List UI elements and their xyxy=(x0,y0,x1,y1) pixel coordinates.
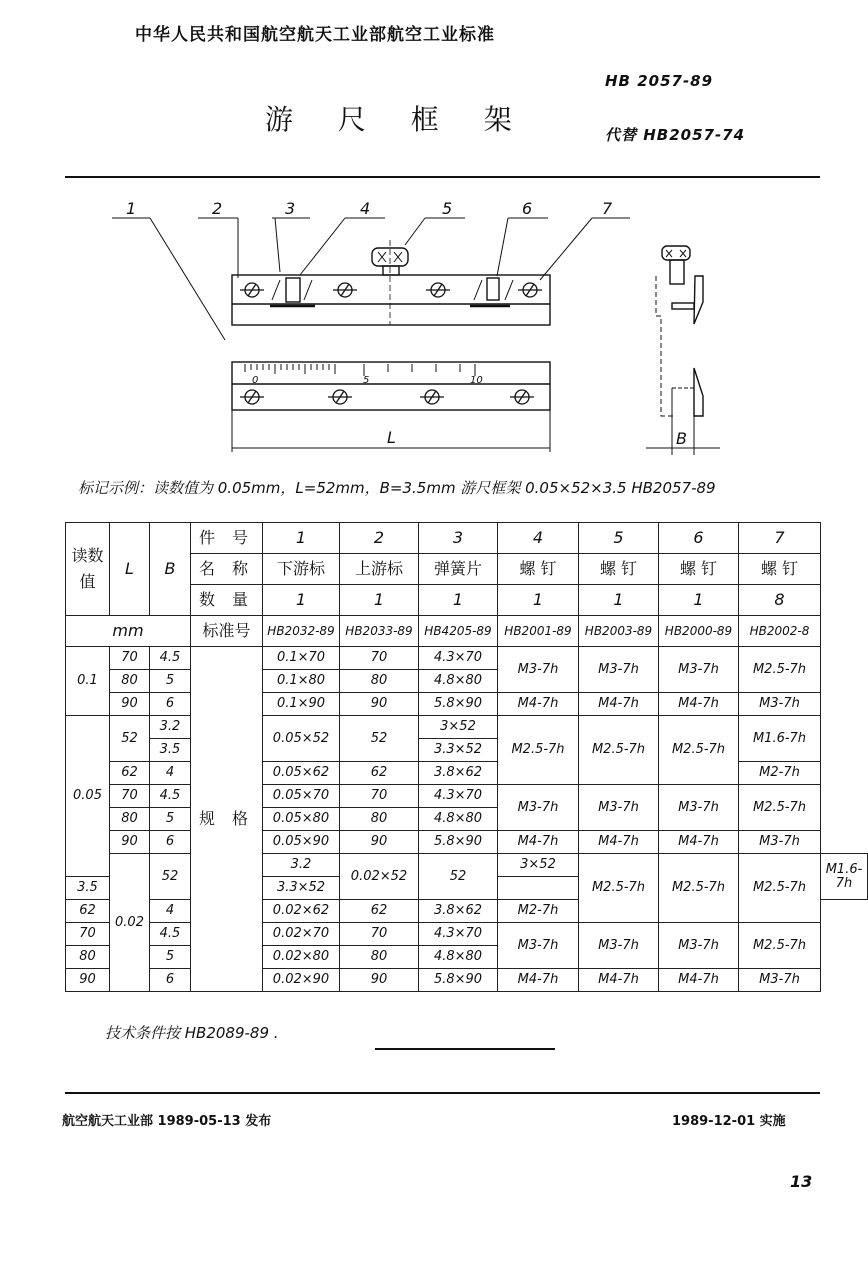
cell-p7: M2.5-7h xyxy=(739,647,821,693)
cell-p7: M3-7h xyxy=(739,969,821,992)
svg-text:2: 2 xyxy=(212,199,223,218)
cell-p2: 62 xyxy=(340,900,419,923)
cell-p1: 0.02×70 xyxy=(263,923,340,946)
svg-text:4: 4 xyxy=(360,199,371,218)
cell-p4: M4-7h xyxy=(498,969,579,992)
reading-value: 0.02 xyxy=(110,854,150,992)
cell-B: 3.2 xyxy=(263,854,340,877)
cell-p1: 0.05×70 xyxy=(263,785,340,808)
part-name-1: 下游标 xyxy=(263,554,340,585)
part-no-7: 7 xyxy=(739,523,821,554)
callouts xyxy=(112,218,630,340)
cell-p2: 90 xyxy=(340,831,419,854)
cell-L: 70 xyxy=(110,647,150,670)
cell-p3: 3×52 xyxy=(419,716,498,739)
cell-p2: 90 xyxy=(340,969,419,992)
header-rule xyxy=(65,176,820,178)
table-row xyxy=(66,923,868,946)
standard-number: HB 2057-89 xyxy=(605,72,714,90)
cell-p7: M2-7h xyxy=(739,762,821,785)
qty-5: 1 xyxy=(579,585,659,616)
cell-p4: M2.5-7h xyxy=(498,716,579,785)
std-2: HB2033-89 xyxy=(340,616,419,647)
cell-B: 4 xyxy=(150,900,191,923)
reading-value-header: 读数值 xyxy=(66,523,110,616)
part-no-4: 4 xyxy=(498,523,579,554)
cell-p3: 4.3×70 xyxy=(419,785,498,808)
cell-p2: 80 xyxy=(340,808,419,831)
part-no-6: 6 xyxy=(659,523,739,554)
cell-p1: 0.02×62 xyxy=(263,900,340,923)
cell-p3: 3.3×52 xyxy=(419,739,498,762)
cell-p5: M3-7h xyxy=(579,923,659,969)
footer-rule xyxy=(65,1092,820,1094)
cell-L: 90 xyxy=(110,693,150,716)
cell-L: 90 xyxy=(110,831,150,854)
cell-B: 3.5 xyxy=(66,877,110,900)
issuing-organization: 中华人民共和国航空航天工业部航空工业标准 xyxy=(135,25,495,45)
reading-value: 0.05 xyxy=(66,716,110,877)
issue-date: 航空航天工业部 1989-05-13 发布 xyxy=(62,1114,272,1129)
cell-p2: 80 xyxy=(340,670,419,693)
part-no-2: 2 xyxy=(340,523,419,554)
svg-text:10: 10 xyxy=(470,375,483,386)
cell-p5: M2.5-7h xyxy=(579,716,659,785)
cell-p2: 80 xyxy=(340,946,419,969)
cell-L: 80 xyxy=(66,946,110,969)
cell-p6: M3-7h xyxy=(659,923,739,969)
spec-label: 规 格 xyxy=(191,647,263,992)
cell-p1: 0.02×80 xyxy=(263,946,340,969)
cell-B: 4.5 xyxy=(150,785,191,808)
replaces-standard: 代替 HB2057-74 xyxy=(605,126,746,144)
cell-L: 62 xyxy=(110,762,150,785)
cell-p7: M1.6-7h xyxy=(739,716,821,762)
cell-p3: 5.8×90 xyxy=(419,831,498,854)
cell-p3: 4.8×80 xyxy=(419,808,498,831)
cell-p2: 70 xyxy=(340,785,419,808)
cell-p5: M3-7h xyxy=(579,647,659,693)
part-no-5: 5 xyxy=(579,523,659,554)
table-row xyxy=(66,693,868,716)
svg-text:B: B xyxy=(676,429,687,448)
length-header: L xyxy=(110,523,150,616)
header-row-part-no xyxy=(66,523,868,554)
header-row-standard xyxy=(66,616,868,647)
std-5: HB2003-89 xyxy=(579,616,659,647)
std-3: HB4205-89 xyxy=(419,616,498,647)
cell-p1: 0.1×80 xyxy=(263,670,340,693)
std-label: 标准号 xyxy=(191,616,263,647)
cell-p3: 4.3×70 xyxy=(419,923,498,946)
cell-p4: M3-7h xyxy=(498,923,579,969)
vernier-frame-drawing xyxy=(90,195,790,460)
cell-L: 80 xyxy=(110,670,150,693)
cell-B: 6 xyxy=(150,969,191,992)
document-title: 游 尺 框 架 xyxy=(265,103,530,136)
part-no-label: 件 号 xyxy=(191,523,263,554)
cell-L: 62 xyxy=(66,900,110,923)
cell-p7: M3-7h xyxy=(739,693,821,716)
cell-B: 4.5 xyxy=(150,923,191,946)
svg-text:5: 5 xyxy=(363,375,370,386)
cell-L: 80 xyxy=(110,808,150,831)
cell-p1: 0.05×52 xyxy=(263,716,340,762)
cell-p3: 5.8×90 xyxy=(419,969,498,992)
std-1: HB2032-89 xyxy=(263,616,340,647)
part-name-7: 螺 钉 xyxy=(739,554,821,585)
qty-3: 1 xyxy=(419,585,498,616)
implementation-date: 1989-12-01 实施 xyxy=(672,1114,786,1129)
svg-text:7: 7 xyxy=(602,199,613,218)
cell-p5: M4-7h xyxy=(579,969,659,992)
cell-p3: 3.8×62 xyxy=(419,900,498,923)
cell-p4: M2.5-7h xyxy=(579,854,659,923)
cell-p4: M4-7h xyxy=(498,693,579,716)
specification-table xyxy=(65,522,868,992)
part-name-4: 螺 钉 xyxy=(498,554,579,585)
part-name-5: 螺 钉 xyxy=(579,554,659,585)
cell-B: 5 xyxy=(150,670,191,693)
cell-B: 4.5 xyxy=(150,647,191,670)
cell-p7: M3-7h xyxy=(739,831,821,854)
svg-text:6: 6 xyxy=(522,199,533,218)
cell-p2: 70 xyxy=(340,647,419,670)
cell-p7: M2.5-7h xyxy=(739,923,821,969)
cell-p1: 0.05×80 xyxy=(263,808,340,831)
cell-p6: M4-7h xyxy=(659,831,739,854)
table-row xyxy=(66,831,868,854)
qty-6: 1 xyxy=(659,585,739,616)
cell-B: 3.2 xyxy=(150,716,191,739)
cell-p3: 3.8×62 xyxy=(419,762,498,785)
cell-L: 70 xyxy=(110,785,150,808)
cell-p3: 3.3×52 xyxy=(263,877,340,900)
page-number: 13 xyxy=(790,1172,813,1191)
cell-p5: M3-7h xyxy=(579,785,659,831)
cell-p3: 4.8×80 xyxy=(419,946,498,969)
cell-p6: M2.5-7h xyxy=(739,854,821,923)
table-row xyxy=(66,854,868,877)
cell-B: 5 xyxy=(150,946,191,969)
qty-7: 8 xyxy=(739,585,821,616)
cell-p1: 0.1×90 xyxy=(263,693,340,716)
table-row xyxy=(66,716,868,739)
svg-text:0: 0 xyxy=(252,375,259,386)
cell-p5: M4-7h xyxy=(579,693,659,716)
cell-p2: 52 xyxy=(419,854,498,900)
qty-label: 数 量 xyxy=(191,585,263,616)
qty-2: 1 xyxy=(340,585,419,616)
cell-p2: 62 xyxy=(340,762,419,785)
qty-4: 1 xyxy=(498,585,579,616)
svg-text:5: 5 xyxy=(442,199,453,218)
cell-p3: 5.8×90 xyxy=(419,693,498,716)
cell-p7: M2-7h xyxy=(498,900,579,923)
marking-example: 标记示例：读数值为 0.05mm，L=52mm，B=3.5mm 游尺框架 0.05×52×3.5 HB2057-89 xyxy=(78,479,716,497)
name-label: 名 称 xyxy=(191,554,263,585)
part-no-3: 3 xyxy=(419,523,498,554)
cell-p3: 3×52 xyxy=(498,854,579,877)
cell-p6: M3-7h xyxy=(659,647,739,693)
cell-L: 90 xyxy=(66,969,110,992)
cell-p1: 0.05×90 xyxy=(263,831,340,854)
table-row xyxy=(66,647,868,670)
part-name-2: 上游标 xyxy=(340,554,419,585)
cell-p7: M1.6-7h xyxy=(821,854,868,900)
cell-p1: 0.1×70 xyxy=(263,647,340,670)
std-7: HB2002-8 xyxy=(739,616,821,647)
cell-p1: 0.02×52 xyxy=(340,854,419,900)
cell-B: 6 xyxy=(150,693,191,716)
cell-L: 52 xyxy=(110,716,150,762)
table-row xyxy=(66,969,868,992)
cell-p1: 0.02×90 xyxy=(263,969,340,992)
std-6: HB2000-89 xyxy=(659,616,739,647)
cell-p6: M3-7h xyxy=(659,785,739,831)
cell-p4: M3-7h xyxy=(498,785,579,831)
table-row xyxy=(66,762,868,785)
unit-label: mm xyxy=(66,616,191,647)
svg-text:1: 1 xyxy=(126,199,137,218)
table-row xyxy=(66,785,868,808)
std-4: HB2001-89 xyxy=(498,616,579,647)
cell-B: 3.5 xyxy=(150,739,191,762)
technical-conditions: 技术条件按 HB2089-89 . xyxy=(105,1024,279,1042)
cell-p2: 52 xyxy=(340,716,419,762)
cell-B: 5 xyxy=(150,808,191,831)
reading-value: 0.1 xyxy=(66,647,110,716)
cell-B: 4 xyxy=(150,762,191,785)
cell-p6: M4-7h xyxy=(659,969,739,992)
part-name-3: 弹簧片 xyxy=(419,554,498,585)
cell-p5: M4-7h xyxy=(579,831,659,854)
cell-p6: M4-7h xyxy=(659,693,739,716)
cell-L: 52 xyxy=(150,854,191,900)
cell-p3: 4.8×80 xyxy=(419,670,498,693)
cell-p1: 0.05×62 xyxy=(263,762,340,785)
part-no-1: 1 xyxy=(263,523,340,554)
part-name-6: 螺 钉 xyxy=(659,554,739,585)
width-header: B xyxy=(150,523,191,616)
svg-text:L: L xyxy=(387,428,396,447)
svg-text:3: 3 xyxy=(285,199,296,218)
cell-p4: M4-7h xyxy=(498,831,579,854)
cell-p4: M3-7h xyxy=(498,647,579,693)
cell-p5: M2.5-7h xyxy=(659,854,739,923)
cell-p2: 90 xyxy=(340,693,419,716)
cell-p7: M2.5-7h xyxy=(739,785,821,831)
cell-p3: 4.3×70 xyxy=(419,647,498,670)
end-rule xyxy=(375,1048,555,1050)
cell-L: 70 xyxy=(66,923,110,946)
cell-p6: M2.5-7h xyxy=(659,716,739,785)
cell-B: 6 xyxy=(150,831,191,854)
cell-p2: 70 xyxy=(340,923,419,946)
qty-1: 1 xyxy=(263,585,340,616)
